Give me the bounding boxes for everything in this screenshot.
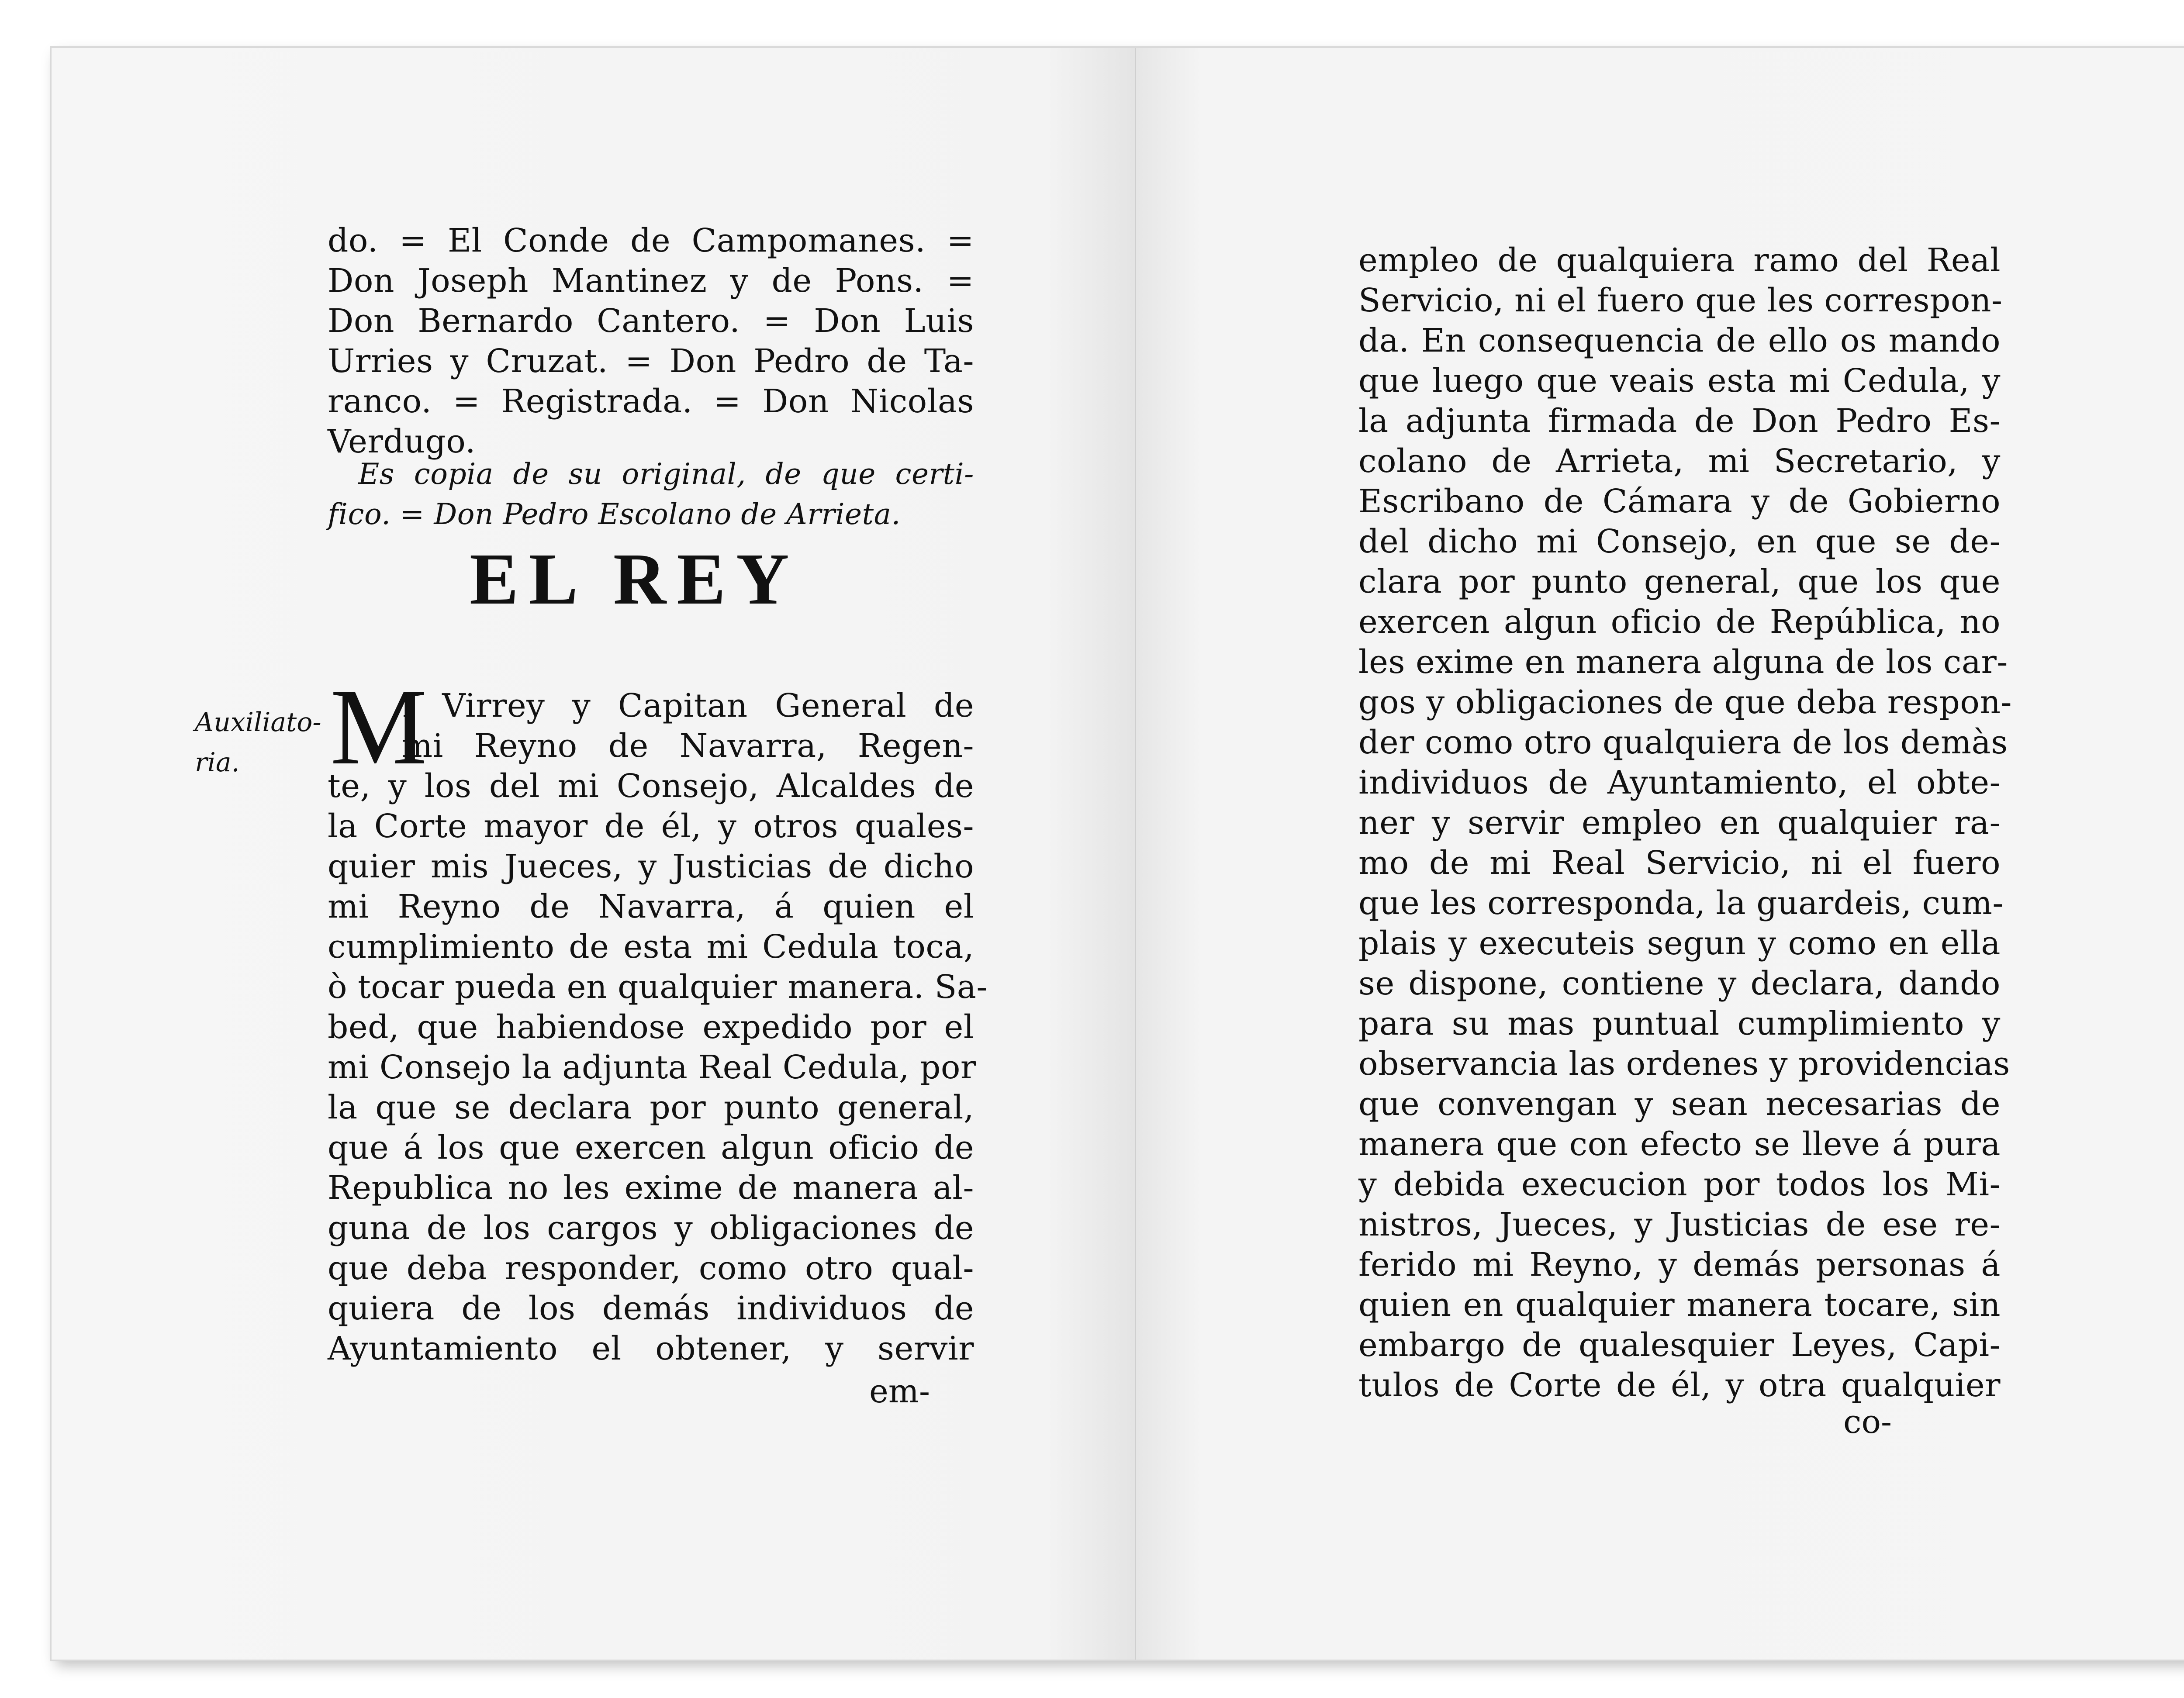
body-line: y debida execucion por todos los Mi- bbox=[1358, 1166, 2001, 1203]
signature-line: do. = El Conde de Campomanes. = bbox=[328, 222, 974, 259]
left-body-text bbox=[328, 686, 988, 1369]
body-line: plais y executeis segun y como en ella bbox=[1358, 925, 2001, 962]
signature-line: Don Bernardo Cantero. = Don Luis bbox=[328, 302, 974, 340]
body-line: que les corresponda, la guardeis, cum- bbox=[1358, 884, 2004, 922]
body-line: la que se declara por punto general, bbox=[328, 1089, 974, 1126]
body-line: del dicho mi Consejo, en que se de- bbox=[1358, 523, 2001, 560]
body-line: mi Consejo la adjunta Real Cedula, por bbox=[328, 1049, 976, 1086]
body-line: quiera de los demás individuos de bbox=[328, 1290, 974, 1327]
body-line: ferido mi Reyno, y demás personas á bbox=[1358, 1246, 2001, 1284]
body-line: que luego que veais esta mi Cedula, y bbox=[1358, 362, 2001, 400]
certification-line: Es copia de su original, de que certi- bbox=[358, 457, 974, 491]
body-line: tulos de Corte de él, y otra qualquier bbox=[1358, 1367, 2001, 1404]
right-catchword: co- bbox=[1843, 1403, 1892, 1441]
body-line: mi Reyno de Navarra, á quien el bbox=[328, 888, 974, 925]
body-line: Ayuntamiento el obtener, y servir bbox=[328, 1330, 974, 1367]
margin-note-line: Auxiliato- bbox=[195, 707, 321, 738]
body-line: que á los que exercen algun oficio de bbox=[328, 1129, 974, 1167]
body-line: les exime en manera alguna de los car- bbox=[1358, 643, 2008, 681]
body-line: quien en qualquier manera tocare, sin bbox=[1358, 1286, 2001, 1324]
signature-line: Urries y Cruzat. = Don Pedro de Ta- bbox=[328, 342, 974, 380]
body-line: quier mis Jueces, y Justicias de dicho bbox=[328, 848, 974, 885]
body-line: observancia las ordenes y providencias bbox=[1358, 1045, 2010, 1083]
body-line: manera que con efecto se lleve á pura bbox=[1358, 1125, 2001, 1163]
body-line: empleo de qualquiera ramo del Real bbox=[1358, 242, 2001, 279]
body-line: embargo de qualesquier Leyes, Capi- bbox=[1358, 1326, 2001, 1364]
body-line: que deba responder, como otro qual- bbox=[328, 1249, 974, 1287]
certification-line: fico. = Don Pedro Escolano de Arrieta. bbox=[328, 497, 901, 531]
body-line: guna de los cargos y obligaciones de bbox=[328, 1209, 974, 1247]
body-line: colano de Arrieta, mi Secretario, y bbox=[1358, 442, 2001, 480]
body-line: I Virrey y Capitan General de bbox=[402, 687, 974, 725]
margin-note-line: ria. bbox=[195, 747, 240, 778]
signature-line: Verdugo. bbox=[328, 423, 476, 460]
body-line: se dispone, contiene y declara, dando bbox=[1358, 965, 2001, 1002]
body-line: exercen algun oficio de República, no bbox=[1358, 603, 2001, 641]
body-line: mi Reyno de Navarra, Regen- bbox=[402, 727, 974, 765]
body-line: la Corte mayor de él, y otros quales- bbox=[328, 808, 974, 845]
body-line: cumplimiento de esta mi Cedula toca, bbox=[328, 928, 974, 966]
body-line: clara por punto general, que los que bbox=[1358, 563, 2001, 601]
body-line: ner y servir empleo en qualquier ra- bbox=[1358, 804, 2001, 842]
right-body-text bbox=[1358, 240, 2012, 1405]
body-line: mo de mi Real Servicio, ni el fuero bbox=[1358, 844, 2001, 882]
certification-block bbox=[328, 454, 974, 535]
body-line: para su mas puntual cumplimiento y bbox=[1358, 1005, 2001, 1042]
body-line: la adjunta firmada de Don Pedro Es- bbox=[1358, 402, 2001, 440]
body-line: nistros, Jueces, y Justicias de ese re- bbox=[1358, 1206, 2001, 1243]
body-line: que convengan y sean necesarias de bbox=[1358, 1085, 2001, 1123]
body-line: bed, que habiendose expedido por el bbox=[328, 1008, 974, 1046]
body-line: Servicio, ni el fuero que les correspon- bbox=[1358, 282, 2003, 319]
left-catchword: em- bbox=[869, 1373, 930, 1410]
body-line: te, y los del mi Consejo, Alcaldes de bbox=[328, 767, 974, 805]
body-line: gos y obligaciones de que deba respon- bbox=[1358, 683, 2012, 721]
body-line: der como otro qualquiera de los demàs bbox=[1358, 724, 2008, 761]
signature-line: Don Joseph Mantinez y de Pons. = bbox=[328, 262, 974, 300]
body-line: da. En consequencia de ello os mando bbox=[1358, 322, 2001, 359]
body-line: Republica no les exime de manera al- bbox=[328, 1169, 974, 1207]
signature-block bbox=[328, 221, 974, 462]
heading-el-rey: EL REY bbox=[470, 538, 800, 620]
body-line: ò tocar pueda en qualquier manera. Sa- bbox=[328, 968, 988, 1006]
margin-note bbox=[195, 703, 321, 783]
drop-cap: M bbox=[330, 666, 428, 787]
body-line: Escribano de Cámara y de Gobierno bbox=[1358, 483, 2001, 520]
signature-line: ranco. = Registrada. = Don Nicolas bbox=[328, 383, 974, 420]
body-line: individuos de Ayuntamiento, el obte- bbox=[1358, 764, 2001, 801]
